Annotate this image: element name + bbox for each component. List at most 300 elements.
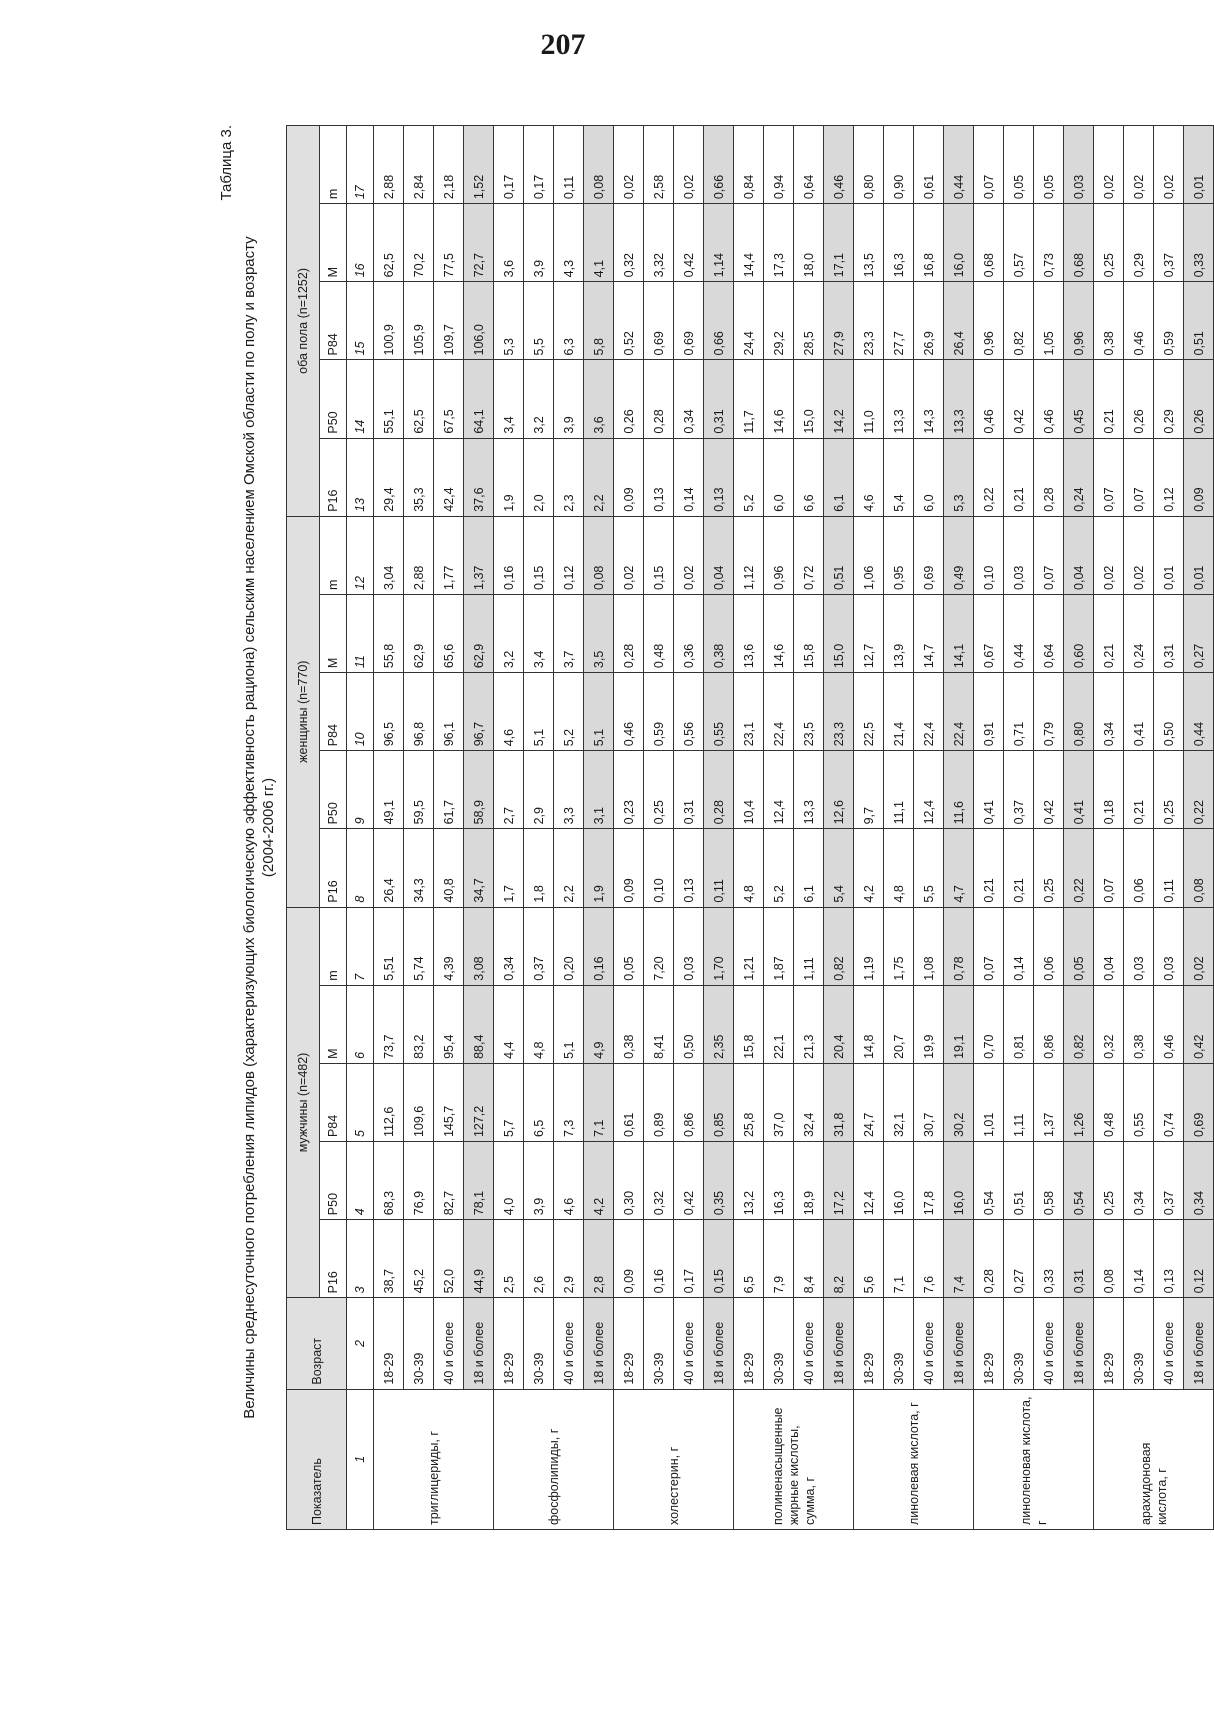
value-cell: 0,59 (1154, 282, 1184, 360)
value-cell: 0,07 (974, 907, 1004, 985)
value-cell: 0,05 (1034, 126, 1064, 204)
value-cell: 0,13 (1154, 1220, 1184, 1298)
value-cell: 0,28 (614, 594, 644, 672)
value-cell: 29,4 (374, 438, 404, 516)
value-cell: 0,13 (704, 438, 734, 516)
value-cell: 0,07 (1094, 829, 1124, 907)
value-cell: 3,9 (524, 1142, 554, 1220)
value-cell: 0,28 (974, 1220, 1004, 1298)
value-cell: 0,07 (1124, 438, 1154, 516)
value-cell: 4,6 (854, 438, 884, 516)
value-cell: 0,01 (1184, 516, 1214, 594)
value-cell: 0,79 (1034, 673, 1064, 751)
value-cell: 0,22 (1064, 829, 1094, 907)
value-cell: 28,5 (794, 282, 824, 360)
value-cell: 0,81 (1004, 985, 1034, 1063)
value-cell: 30,7 (914, 1063, 944, 1141)
column-number: 4 (347, 1142, 374, 1220)
value-cell: 0,09 (614, 829, 644, 907)
value-cell: 7,20 (644, 907, 674, 985)
value-cell: 5,1 (524, 673, 554, 751)
value-cell: 6,0 (764, 438, 794, 516)
value-cell: 96,7 (464, 673, 494, 751)
value-cell: 16,3 (764, 1142, 794, 1220)
value-cell: 0,82 (1064, 985, 1094, 1063)
value-cell: 0,08 (584, 126, 614, 204)
value-cell: 1,06 (854, 516, 884, 594)
table-row (734, 126, 764, 1530)
value-cell: 95,4 (434, 985, 464, 1063)
value-cell: 17,2 (824, 1142, 854, 1220)
value-cell: 0,24 (1124, 594, 1154, 672)
value-cell: 62,9 (464, 594, 494, 672)
value-cell: 0,69 (1184, 1063, 1214, 1141)
value-cell: 0,01 (1184, 126, 1214, 204)
table-row (944, 126, 974, 1530)
value-cell: 0,22 (974, 438, 1004, 516)
value-cell: 1,14 (704, 204, 734, 282)
value-cell: 0,96 (974, 282, 1004, 360)
header-sub-cell: P16 (320, 1220, 347, 1298)
value-cell: 0,68 (974, 204, 1004, 282)
value-cell: 2,18 (434, 126, 464, 204)
value-cell: 0,38 (704, 594, 734, 672)
value-cell: 0,82 (824, 907, 854, 985)
table-row (1034, 126, 1064, 1530)
value-cell: 0,51 (824, 516, 854, 594)
value-cell: 0,21 (974, 829, 1004, 907)
value-cell: 0,84 (734, 126, 764, 204)
value-cell: 0,21 (1004, 829, 1034, 907)
value-cell: 0,03 (1064, 126, 1094, 204)
header-sub-cell: P16 (320, 829, 347, 907)
value-cell: 0,32 (1094, 985, 1124, 1063)
value-cell: 14,6 (764, 594, 794, 672)
value-cell: 6,5 (524, 1063, 554, 1141)
value-cell: 0,22 (1184, 751, 1214, 829)
value-cell: 6,0 (914, 438, 944, 516)
value-cell: 0,10 (644, 829, 674, 907)
value-cell: 1,77 (434, 516, 464, 594)
value-cell: 19,1 (944, 985, 974, 1063)
value-cell: 23,3 (824, 673, 854, 751)
value-cell: 0,37 (1154, 204, 1184, 282)
value-cell: 4,6 (554, 1142, 584, 1220)
value-cell: 23,1 (734, 673, 764, 751)
value-cell: 0,29 (1124, 204, 1154, 282)
value-cell: 0,03 (1004, 516, 1034, 594)
value-cell: 6,3 (554, 282, 584, 360)
value-cell: 22,5 (854, 673, 884, 751)
value-cell: 0,27 (1184, 594, 1214, 672)
value-cell: 7,1 (584, 1063, 614, 1141)
header-sub-cell: M (320, 594, 347, 672)
value-cell: 20,7 (884, 985, 914, 1063)
header-sub-cell: M (320, 985, 347, 1063)
value-cell: 0,04 (1094, 907, 1124, 985)
caption-line-2: (2004-2006 гг.) (260, 777, 277, 878)
value-cell: 2,84 (404, 126, 434, 204)
value-cell: 96,5 (374, 673, 404, 751)
value-cell: 1,11 (794, 907, 824, 985)
value-cell: 0,25 (1094, 1142, 1124, 1220)
age-group: 18 и более (1064, 1298, 1094, 1389)
value-cell: 0,38 (1124, 985, 1154, 1063)
value-cell: 5,1 (584, 673, 614, 751)
value-cell: 0,42 (674, 1142, 704, 1220)
value-cell: 14,7 (914, 594, 944, 672)
header-sub-cell: P84 (320, 282, 347, 360)
value-cell: 0,46 (974, 360, 1004, 438)
value-cell: 0,15 (644, 516, 674, 594)
value-cell: 14,2 (824, 360, 854, 438)
value-cell: 0,08 (584, 516, 614, 594)
value-cell: 73,7 (374, 985, 404, 1063)
table-row (1154, 126, 1184, 1530)
value-cell: 0,50 (1154, 673, 1184, 751)
value-cell: 0,66 (704, 126, 734, 204)
value-cell: 18,9 (794, 1142, 824, 1220)
value-cell: 0,60 (1064, 594, 1094, 672)
value-cell: 2,7 (494, 751, 524, 829)
value-cell: 3,32 (644, 204, 674, 282)
value-cell: 0,69 (644, 282, 674, 360)
value-cell: 3,04 (374, 516, 404, 594)
value-cell: 3,5 (584, 594, 614, 672)
value-cell: 3,9 (524, 204, 554, 282)
header-sub-cell: P50 (320, 751, 347, 829)
value-cell: 0,26 (1184, 360, 1214, 438)
table-label: Таблица 3. (218, 125, 235, 201)
value-cell: 14,1 (944, 594, 974, 672)
column-number: 8 (347, 829, 374, 907)
value-cell: 0,73 (1034, 204, 1064, 282)
value-cell: 0,20 (554, 907, 584, 985)
value-cell: 0,48 (644, 594, 674, 672)
value-cell: 0,06 (1034, 907, 1064, 985)
value-cell: 0,72 (794, 516, 824, 594)
value-cell: 0,05 (1004, 126, 1034, 204)
value-cell: 0,17 (674, 1220, 704, 1298)
value-cell: 6,1 (794, 829, 824, 907)
value-cell: 12,6 (824, 751, 854, 829)
value-cell: 127,2 (464, 1063, 494, 1141)
value-cell: 0,28 (704, 751, 734, 829)
value-cell: 0,23 (614, 751, 644, 829)
value-cell: 1,01 (974, 1063, 1004, 1141)
value-cell: 21,4 (884, 673, 914, 751)
value-cell: 0,21 (1124, 751, 1154, 829)
value-cell: 0,02 (1124, 126, 1154, 204)
value-cell: 0,51 (1184, 282, 1214, 360)
value-cell: 0,08 (1184, 829, 1214, 907)
value-cell: 0,13 (674, 829, 704, 907)
value-cell: 0,30 (614, 1142, 644, 1220)
value-cell: 0,34 (1124, 1142, 1154, 1220)
value-cell: 32,1 (884, 1063, 914, 1141)
value-cell: 24,4 (734, 282, 764, 360)
value-cell: 16,0 (944, 204, 974, 282)
value-cell: 0,31 (704, 360, 734, 438)
age-group: 30-39 (524, 1298, 554, 1389)
value-cell: 11,6 (944, 751, 974, 829)
value-cell: 0,31 (1154, 594, 1184, 672)
value-cell: 0,34 (674, 360, 704, 438)
table-row (434, 126, 464, 1530)
value-cell: 0,46 (1154, 985, 1184, 1063)
age-group: 18-29 (374, 1298, 404, 1389)
value-cell: 1,05 (1034, 282, 1064, 360)
age-group: 40 и более (794, 1298, 824, 1389)
value-cell: 1,52 (464, 126, 494, 204)
value-cell: 0,07 (1094, 438, 1124, 516)
value-cell: 23,5 (794, 673, 824, 751)
value-cell: 42,4 (434, 438, 464, 516)
table-row (1094, 126, 1124, 1530)
value-cell: 3,6 (584, 360, 614, 438)
table-row (404, 126, 434, 1530)
value-cell: 0,42 (1004, 360, 1034, 438)
column-number: 10 (347, 673, 374, 751)
value-cell: 8,4 (794, 1220, 824, 1298)
value-cell: 0,36 (674, 594, 704, 672)
value-cell: 0,24 (1064, 438, 1094, 516)
value-cell: 0,09 (1184, 438, 1214, 516)
value-cell: 5,2 (734, 438, 764, 516)
value-cell: 0,51 (1004, 1142, 1034, 1220)
value-cell: 0,31 (1064, 1220, 1094, 1298)
value-cell: 8,41 (644, 985, 674, 1063)
value-cell: 62,5 (404, 360, 434, 438)
value-cell: 3,3 (554, 751, 584, 829)
value-cell: 59,5 (404, 751, 434, 829)
column-number: 12 (347, 516, 374, 594)
value-cell: 0,11 (1154, 829, 1184, 907)
value-cell: 7,9 (764, 1220, 794, 1298)
value-cell: 0,15 (524, 516, 554, 594)
value-cell: 15,8 (794, 594, 824, 672)
value-cell: 13,3 (794, 751, 824, 829)
column-number: 11 (347, 594, 374, 672)
lipid-table (286, 125, 1214, 1530)
value-cell: 0,64 (794, 126, 824, 204)
value-cell: 17,1 (824, 204, 854, 282)
value-cell: 5,8 (584, 282, 614, 360)
value-cell: 0,91 (974, 673, 1004, 751)
value-cell: 0,03 (1154, 907, 1184, 985)
value-cell: 0,74 (1154, 1063, 1184, 1141)
value-cell: 0,46 (1124, 282, 1154, 360)
value-cell: 30,2 (944, 1063, 974, 1141)
table-row (914, 126, 944, 1530)
value-cell: 55,8 (374, 594, 404, 672)
value-cell: 13,5 (854, 204, 884, 282)
value-cell: 17,8 (914, 1142, 944, 1220)
value-cell: 0,90 (884, 126, 914, 204)
value-cell: 40,8 (434, 829, 464, 907)
value-cell: 1,19 (854, 907, 884, 985)
value-cell: 0,12 (554, 516, 584, 594)
indicator-name: арахидоновая кислота, г (1094, 1389, 1214, 1529)
value-cell: 37,6 (464, 438, 494, 516)
value-cell: 16,8 (914, 204, 944, 282)
value-cell: 1,70 (704, 907, 734, 985)
value-cell: 3,2 (494, 594, 524, 672)
value-cell: 1,26 (1064, 1063, 1094, 1141)
value-cell: 0,37 (1154, 1142, 1184, 1220)
age-group: 18-29 (1094, 1298, 1124, 1389)
indicator-name: линоленовая кислота, г (974, 1389, 1094, 1529)
value-cell: 0,42 (674, 204, 704, 282)
value-cell: 0,09 (614, 438, 644, 516)
table-body (374, 126, 1214, 1530)
value-cell: 4,4 (494, 985, 524, 1063)
column-number: 3 (347, 1220, 374, 1298)
value-cell: 0,25 (1094, 204, 1124, 282)
value-cell: 6,1 (824, 438, 854, 516)
value-cell: 0,09 (614, 1220, 644, 1298)
table-row (464, 126, 494, 1530)
value-cell: 0,64 (1034, 594, 1064, 672)
value-cell: 0,13 (644, 438, 674, 516)
value-cell: 0,05 (614, 907, 644, 985)
value-cell: 2,0 (524, 438, 554, 516)
indicator-name: линолевая кислота, г (854, 1389, 974, 1529)
value-cell: 13,6 (734, 594, 764, 672)
value-cell: 25,8 (734, 1063, 764, 1141)
age-group: 18-29 (614, 1298, 644, 1389)
value-cell: 0,31 (674, 751, 704, 829)
value-cell: 4,8 (524, 985, 554, 1063)
column-number: 16 (347, 204, 374, 282)
value-cell: 112,6 (374, 1063, 404, 1141)
value-cell: 11,1 (884, 751, 914, 829)
age-group: 30-39 (1124, 1298, 1154, 1389)
value-cell: 5,51 (374, 907, 404, 985)
value-cell: 0,44 (1004, 594, 1034, 672)
value-cell: 5,4 (884, 438, 914, 516)
table-row (584, 126, 614, 1530)
value-cell: 14,8 (854, 985, 884, 1063)
value-cell: 0,57 (1004, 204, 1034, 282)
value-cell: 0,82 (1004, 282, 1034, 360)
header-men: мужчины (n=482) (287, 907, 320, 1298)
value-cell: 0,86 (1034, 985, 1064, 1063)
value-cell: 21,3 (794, 985, 824, 1063)
table-row (524, 126, 554, 1530)
table-row (794, 126, 824, 1530)
value-cell: 0,08 (1094, 1220, 1124, 1298)
value-cell: 22,4 (944, 673, 974, 751)
value-cell: 5,1 (554, 985, 584, 1063)
value-cell: 3,2 (524, 360, 554, 438)
value-cell: 0,69 (674, 282, 704, 360)
value-cell: 5,2 (764, 829, 794, 907)
value-cell: 0,21 (1094, 360, 1124, 438)
value-cell: 0,58 (1034, 1142, 1064, 1220)
value-cell: 29,2 (764, 282, 794, 360)
value-cell: 0,18 (1094, 751, 1124, 829)
age-group: 30-39 (764, 1298, 794, 1389)
value-cell: 13,3 (944, 360, 974, 438)
value-cell: 0,46 (824, 126, 854, 204)
header-sub-cell: m (320, 907, 347, 985)
value-cell: 77,5 (434, 204, 464, 282)
value-cell: 4,8 (884, 829, 914, 907)
age-group: 18-29 (734, 1298, 764, 1389)
age-group: 18-29 (854, 1298, 884, 1389)
value-cell: 2,6 (524, 1220, 554, 1298)
value-cell: 0,06 (1124, 829, 1154, 907)
value-cell: 1,21 (734, 907, 764, 985)
value-cell: 62,5 (374, 204, 404, 282)
value-cell: 5,5 (914, 829, 944, 907)
value-cell: 0,86 (674, 1063, 704, 1141)
age-group: 30-39 (404, 1298, 434, 1389)
indicator-name: триглицериды, г (374, 1389, 494, 1529)
value-cell: 27,9 (824, 282, 854, 360)
value-cell: 5,3 (494, 282, 524, 360)
rotated-table-area (218, 125, 1206, 1530)
header-sub-cell: P84 (320, 1063, 347, 1141)
value-cell: 0,89 (644, 1063, 674, 1141)
value-cell: 8,2 (824, 1220, 854, 1298)
value-cell: 32,4 (794, 1063, 824, 1141)
header-row-numbers (347, 126, 374, 1530)
value-cell: 0,38 (1094, 282, 1124, 360)
value-cell: 0,02 (1154, 126, 1184, 204)
caption-line-1: Величины среднесуточного потребления липидов (характеризующих биологическую эффективность рациона) сельским населением Омской области по полу и возрасту (241, 236, 258, 1419)
value-cell: 4,2 (584, 1142, 614, 1220)
value-cell: 0,25 (1154, 751, 1184, 829)
value-cell: 16,3 (884, 204, 914, 282)
table-row (824, 126, 854, 1530)
value-cell: 145,7 (434, 1063, 464, 1141)
header-sub-cell: m (320, 516, 347, 594)
value-cell: 23,3 (854, 282, 884, 360)
value-cell: 0,54 (974, 1142, 1004, 1220)
value-cell: 83,2 (404, 985, 434, 1063)
table-row (614, 126, 644, 1530)
table-row (704, 126, 734, 1530)
value-cell: 0,85 (704, 1063, 734, 1141)
value-cell: 0,41 (1064, 751, 1094, 829)
value-cell: 5,5 (524, 282, 554, 360)
value-cell: 76,9 (404, 1142, 434, 1220)
value-cell: 19,9 (914, 985, 944, 1063)
value-cell: 14,6 (764, 360, 794, 438)
value-cell: 0,02 (614, 126, 644, 204)
value-cell: 0,94 (764, 126, 794, 204)
value-cell: 3,7 (554, 594, 584, 672)
value-cell: 2,8 (584, 1220, 614, 1298)
value-cell: 18,0 (794, 204, 824, 282)
value-cell: 3,6 (494, 204, 524, 282)
value-cell: 6,5 (734, 1220, 764, 1298)
value-cell: 105,9 (404, 282, 434, 360)
value-cell: 0,02 (1184, 907, 1214, 985)
value-cell: 5,4 (824, 829, 854, 907)
value-cell: 1,7 (494, 829, 524, 907)
column-number: 15 (347, 282, 374, 360)
value-cell: 0,80 (1064, 673, 1094, 751)
value-cell: 0,02 (674, 126, 704, 204)
value-cell: 15,0 (824, 594, 854, 672)
table-row (974, 126, 1004, 1530)
column-number: 14 (347, 360, 374, 438)
value-cell: 0,01 (1154, 516, 1184, 594)
header-sub-cell: P50 (320, 1142, 347, 1220)
